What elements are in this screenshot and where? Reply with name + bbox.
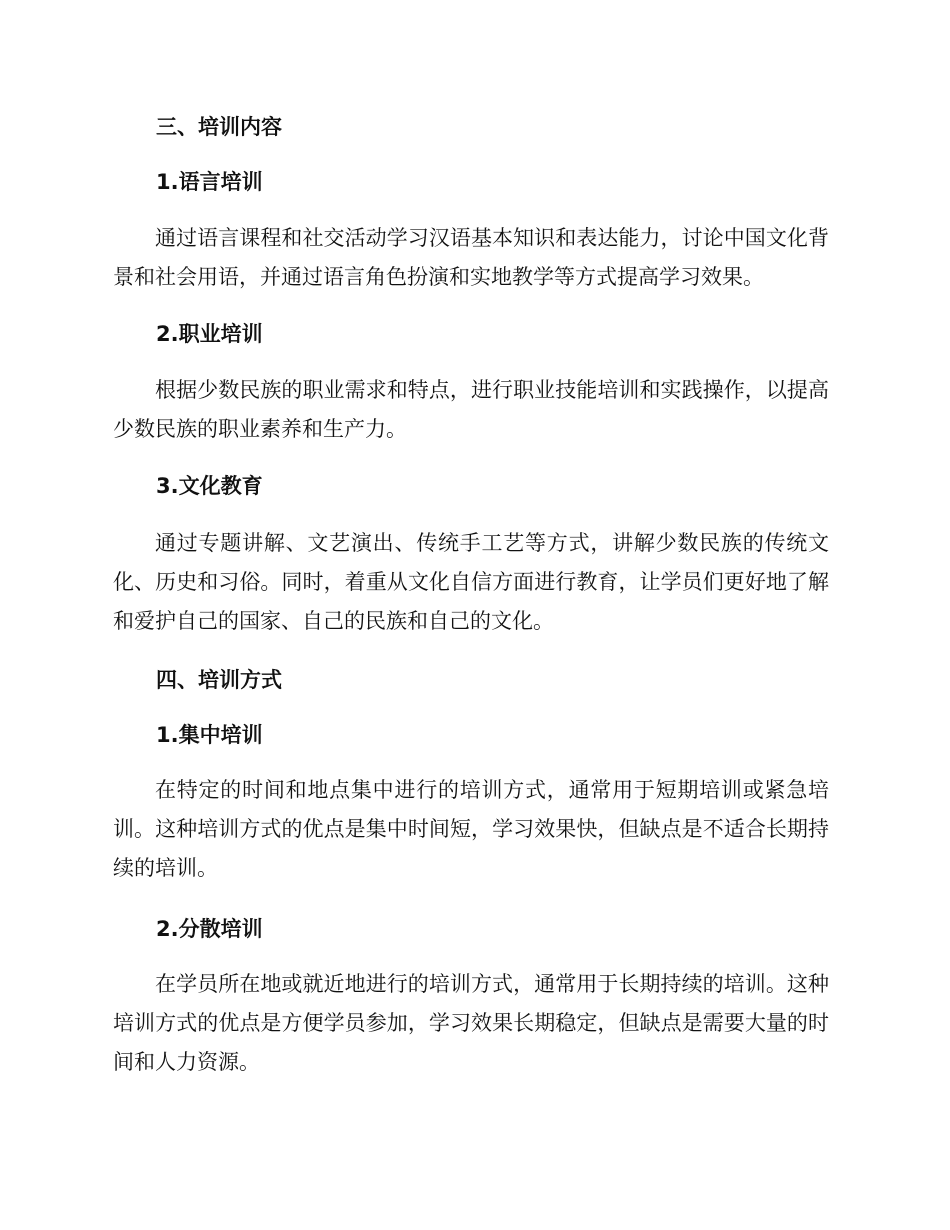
section-title-training-methods: 四、培训方式: [156, 668, 282, 692]
subheading-decentralized-training: 2.分散培训: [156, 917, 263, 941]
paragraph-vocational-training: 根据少数民族的职业需求和特点，进行职业技能培训和实践操作，以提高少数民族的职业素养和生产力。: [113, 378, 829, 441]
paragraph-centralized-training: 在特定的时间和地点集中进行的培训方式，通常用于短期培训或紧急培训。这种培训方式的优点是集中时间短，学习效果快，但缺点是不适合长期持续的培训。: [113, 778, 829, 880]
subheading-vocational-training: 2.职业培训: [156, 322, 263, 346]
section-title-training-content: 三、培训内容: [156, 115, 282, 139]
paragraph-decentralized-training: 在学员所在地或就近地进行的培训方式，通常用于长期持续的培训。这种培训方式的优点是方便学员参加，学习效果长期稳定，但缺点是需要大量的时间和人力资源。: [113, 972, 829, 1074]
subheading-cultural-education: 3.文化教育: [156, 474, 263, 498]
subheading-language-training: 1.语言培训: [156, 170, 263, 194]
subheading-centralized-training: 1.集中培训: [156, 723, 263, 747]
paragraph-language-training: 通过语言课程和社交活动学习汉语基本知识和表达能力，讨论中国文化背景和社会用语，并通过语言角色扮演和实地教学等方式提高学习效果。: [113, 226, 829, 289]
paragraph-cultural-education: 通过专题讲解、文艺演出、传统手工艺等方式，讲解少数民族的传统文化、历史和习俗。同时，着重从文化自信方面进行教育，让学员们更好地了解和爱护自己的国家、自己的民族和自己的文化。: [113, 531, 829, 633]
